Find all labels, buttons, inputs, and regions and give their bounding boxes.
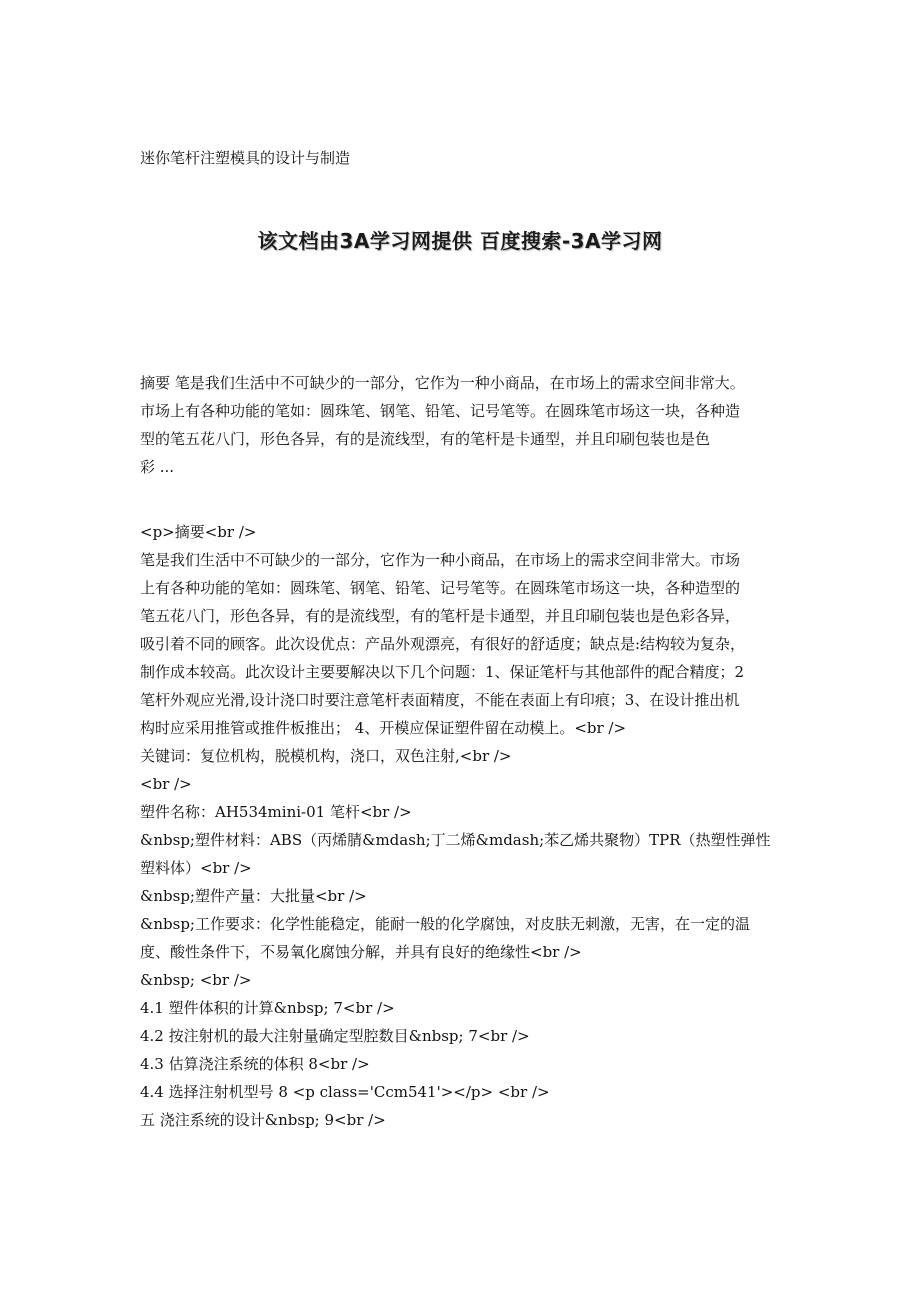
body-line: <p>摘要<br /> bbox=[140, 523, 257, 541]
abstract-line: 摘要 笔是我们生活中不可缺少的一部分，它作为一种小商品，在市场上的需求空间非常大。 bbox=[140, 374, 745, 392]
body-line: 五 浇注系统的设计&nbsp; 9<br /> bbox=[140, 1111, 386, 1129]
document-title: 迷你笔杆注塑模具的设计与制造 bbox=[140, 149, 351, 167]
body-line: 吸引着不同的顾客。此次设优点：产品外观漂亮，有很好的舒适度；缺点是:结构较为复杂， bbox=[140, 635, 746, 653]
body-line: 塑件名称：AH534mini-01 笔杆<br /> bbox=[140, 803, 412, 821]
body-line: 构时应采用推管或推件板推出； 4、开模应保证塑件留在动模上。<br /> bbox=[140, 719, 627, 737]
body-line: 4.4 选择注射机型号 8 <p class='Ccm541'></p> <br /> bbox=[140, 1083, 550, 1101]
body-line: 关键词：复位机构，脱模机构，浇口，双色注射,<br /> bbox=[140, 747, 512, 765]
body-line: &nbsp; <br /> bbox=[140, 971, 252, 989]
body-line: 塑料体）<br /> bbox=[140, 859, 252, 877]
body-line: 4.2 按注射机的最大注射量确定型腔数目&nbsp; 7<br /> bbox=[140, 1027, 530, 1045]
body-line: 笔杆外观应光滑,设计浇口时要注意笔杆表面精度，不能在表面上有印痕；3、在设计推出机 bbox=[140, 691, 740, 709]
body-line: 制作成本较高。此次设计主要要解决以下几个问题：1、保证笔杆与其他部件的配合精度；2 bbox=[140, 663, 745, 681]
body-line: <br /> bbox=[140, 775, 192, 793]
body-line: 笔五花八门，形色各异，有的是流线型，有的笔杆是卡通型，并且印刷包装也是色彩各异， bbox=[140, 607, 741, 625]
body-line: &nbsp;塑件材料：ABS（丙烯腈&mdash;丁二烯&mdash;苯乙烯共聚物）TPR（热塑性弹性 bbox=[140, 831, 771, 849]
abstract-line: 市场上有各种功能的笔如：圆珠笔、钢笔、铅笔、记号笔等。在圆珠笔市场这一块，各种造 bbox=[140, 402, 741, 420]
body-text-block bbox=[140, 518, 790, 1134]
body-line: 4.3 估算浇注系统的体积 8<br /> bbox=[140, 1055, 370, 1073]
body-line: 上有各种功能的笔如：圆珠笔、钢笔、铅笔、记号笔等。在圆珠笔市场这一块，各种造型的 bbox=[140, 579, 741, 597]
body-line: 4.1 塑件体积的计算&nbsp; 7<br /> bbox=[140, 999, 395, 1017]
body-line: &nbsp;塑件产量：大批量<br /> bbox=[140, 887, 367, 905]
body-line: 度、酸性条件下，不易氧化腐蚀分解，并具有良好的绝缘性<br /> bbox=[140, 943, 582, 961]
watermark-banner: 该文档由3A学习网提供 百度搜索-3A学习网 bbox=[257, 229, 663, 253]
abstract-line: 型的笔五花八门，形色各异，有的是流线型，有的笔杆是卡通型，并且印刷包装也是色 bbox=[140, 430, 711, 448]
body-line: 笔是我们生活中不可缺少的一部分，它作为一种小商品，在市场上的需求空间非常大。市场 bbox=[140, 551, 741, 569]
body-line: &nbsp;工作要求：化学性能稳定，能耐一般的化学腐蚀，对皮肤无刺激，无害，在一定的温 bbox=[140, 915, 750, 933]
abstract-line: 彩 ... bbox=[140, 458, 175, 476]
abstract-block bbox=[140, 369, 800, 481]
